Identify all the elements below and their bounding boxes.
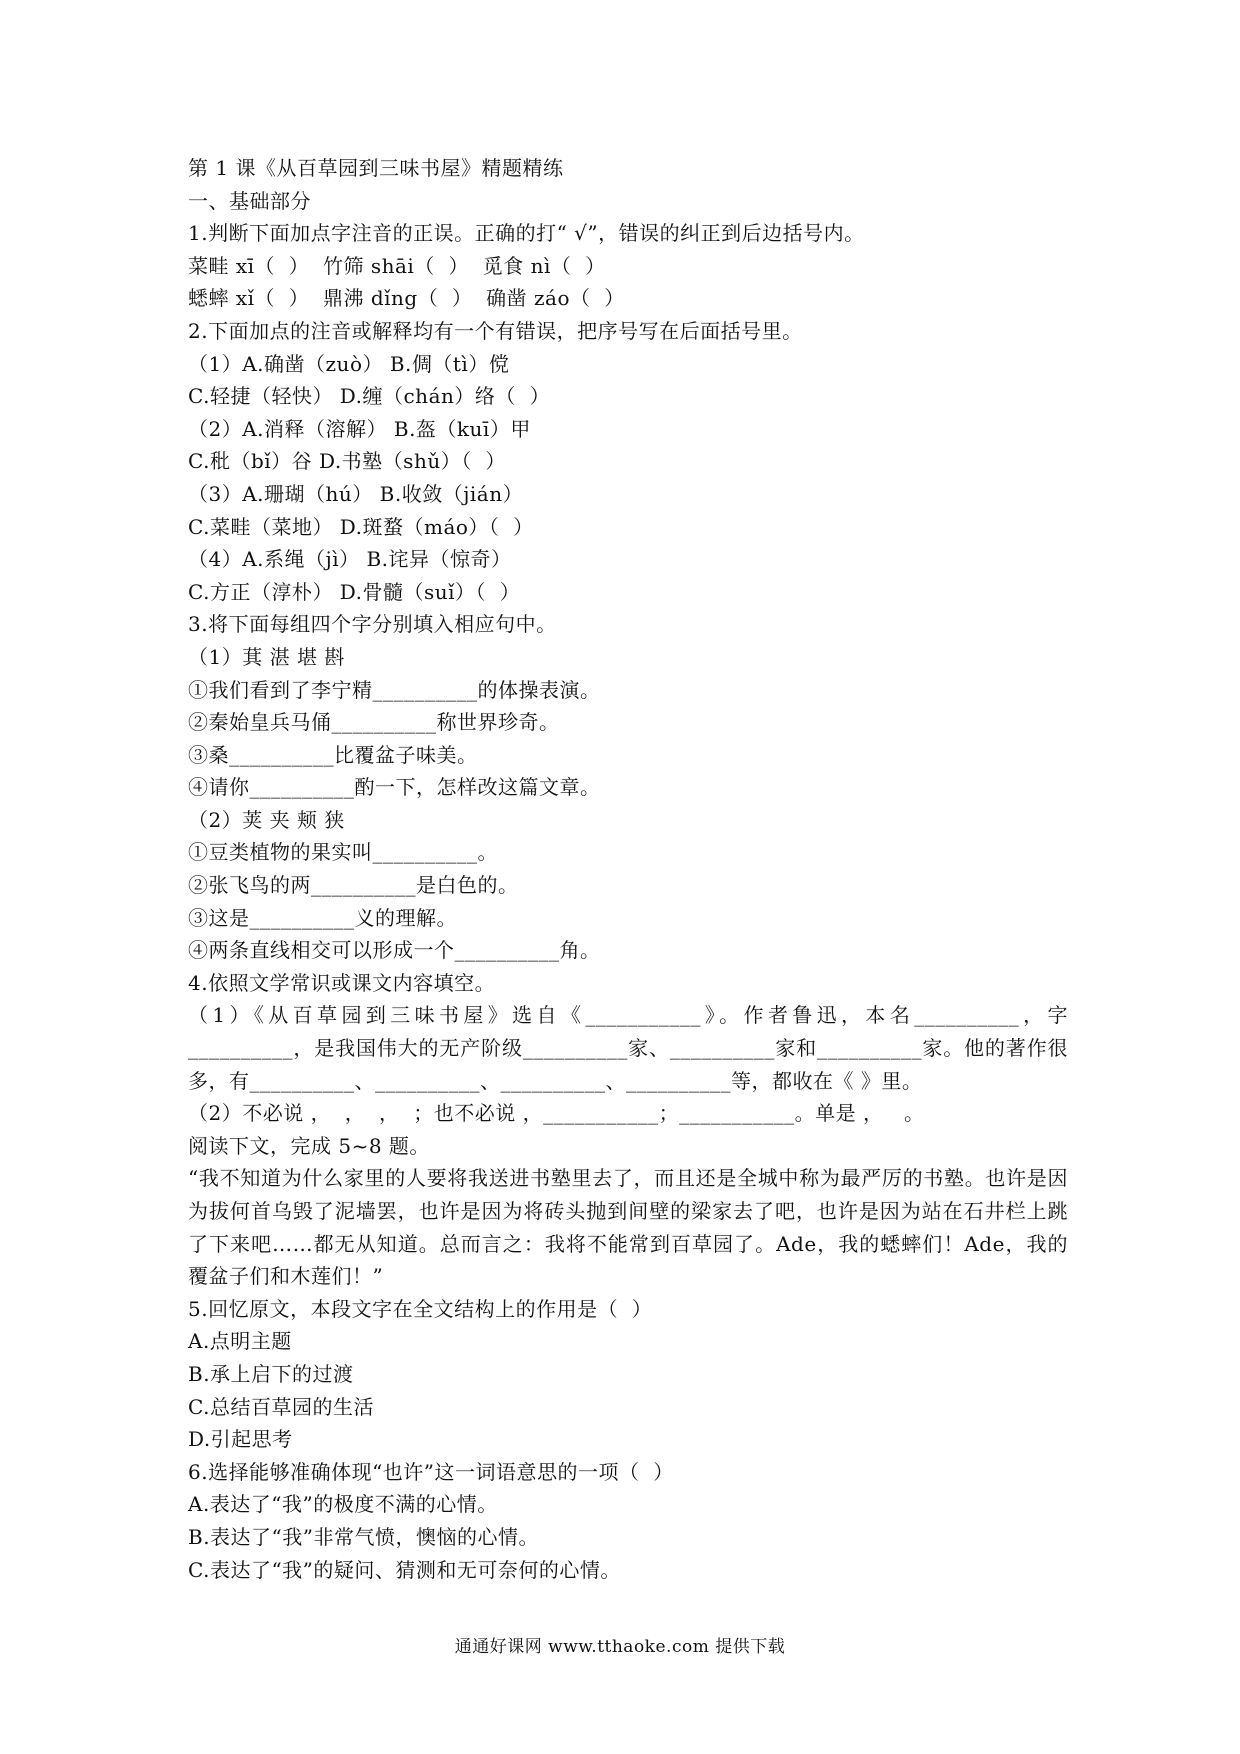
question-line: 2.下面加点的注音或解释均有一个有错误，把序号写在后面括号里。	[188, 318, 803, 343]
question-line: C.方正（淳朴） D.骨髓（suǐ）（ ）	[188, 579, 521, 604]
section-heading: 一、基础部分	[188, 188, 311, 213]
option-line: A.点明主题	[188, 1329, 292, 1354]
question-line: 1.判断下面加点字注音的正误。正确的打“ √”，错误的纠正到后边括号内。	[188, 221, 865, 246]
question-line: ②秦始皇兵马俑__________称世界珍奇。	[188, 710, 560, 735]
option-line: D.引起思考	[188, 1427, 293, 1452]
option-line: C.表达了“我”的疑问、猜测和无可奈何的心情。	[188, 1557, 621, 1582]
question-line: ①我们看到了李宁精__________的体操表演。	[188, 677, 601, 702]
question-line: 4.依照文学常识或课文内容填空。	[188, 970, 496, 995]
question-line: （4）A.系绳（jì） B.诧异（惊奇）	[188, 547, 512, 572]
question-line: （1）A.确凿（zuò） B.倜（tì）傥	[188, 351, 510, 376]
question-line: 菜畦 xī（ ） 竹筛 shāi（ ） 觅食 nì（ ）	[188, 253, 606, 278]
option-line: A.表达了“我”的极度不满的心情。	[188, 1492, 498, 1517]
q4-fill-paragraph: （1）《从百草园到三味书屋》选自《___________》。作者鲁迅，本名__________，字__________，是我国伟大的无产阶级__________家、__________家和__________家。他的著作很多，有__________、__________、__________、__________等，都收在《 》里。	[188, 1003, 1068, 1093]
question-line: （2）A.消释（溶解） B.盔（kuī）甲	[188, 416, 531, 441]
question-line: 5.回忆原文，本段文字在全文结构上的作用是（ ）	[188, 1296, 653, 1321]
question-line: ④请你__________酌一下，怎样改这篇文章。	[188, 775, 601, 800]
passage-intro: 阅读下文，完成 5~8 题。	[188, 1133, 430, 1158]
question-line: 3.将下面每组四个字分别填入相应句中。	[188, 612, 557, 637]
question-line: C.轻捷（轻快） D.缠（chán）络（ ）	[188, 384, 551, 409]
question-line: （3）A.珊瑚（hú） B.收敛（jián）	[188, 481, 524, 506]
question-line: （2）荚 夹 颊 狭	[188, 807, 345, 832]
q4-fill-line: （2）不必说 ， ， ， ；也不必说 ，___________；___________。单是 ， 。	[188, 1101, 925, 1126]
question-line: ②张飞鸟的两__________是白色的。	[188, 873, 519, 898]
reading-passage: “我不知道为什么家里的人要将我送进书塾里去了，而且还是全城中称为最严厉的书塾。也许是因为拔何首乌毁了泥墙罢，也许是因为将砖头抛到间壁的梁家去了吧，也许是因为站在石井栏上跳了下来吧……都无从知道。总而言之：我将不能常到百草园了。Ade，我的蟋蟀们！Ade，我的覆盆子们和木莲们！”	[188, 1166, 1068, 1289]
option-line: B.表达了“我”非常气愤，懊恼的心情。	[188, 1524, 540, 1549]
option-line: C.总结百草园的生活	[188, 1394, 374, 1419]
question-line: 6.选择能够准确体现“也许”这一词语意思的一项（ ）	[188, 1459, 674, 1484]
question-line: 蟋蟀 xǐ（ ） 鼎沸 dǐng（ ） 确凿 záo（ ）	[188, 286, 625, 311]
question-line: ③这是__________义的理解。	[188, 905, 457, 930]
option-line: B.承上启下的过渡	[188, 1361, 354, 1386]
question-line: （1）萁 湛 堪 斟	[188, 644, 345, 669]
worksheet-content	[188, 152, 1068, 1586]
question-line: C.菜畦（菜地） D.斑蝥（máo）（ ）	[188, 514, 534, 539]
worksheet-title: 第 1 课《从百草园到三味书屋》精题精练	[188, 156, 564, 180]
page-footer: 通通好课网 www.tthaoke.com 提供下载	[454, 1637, 786, 1657]
question-line: ④两条直线相交可以形成一个__________角。	[188, 938, 601, 963]
question-line: ①豆类植物的果实叫__________。	[188, 840, 498, 865]
question-line: ③桑__________比覆盆子味美。	[188, 742, 478, 767]
question-line: C.秕（bǐ）谷 D.书塾（shǔ）（ ）	[188, 449, 506, 474]
